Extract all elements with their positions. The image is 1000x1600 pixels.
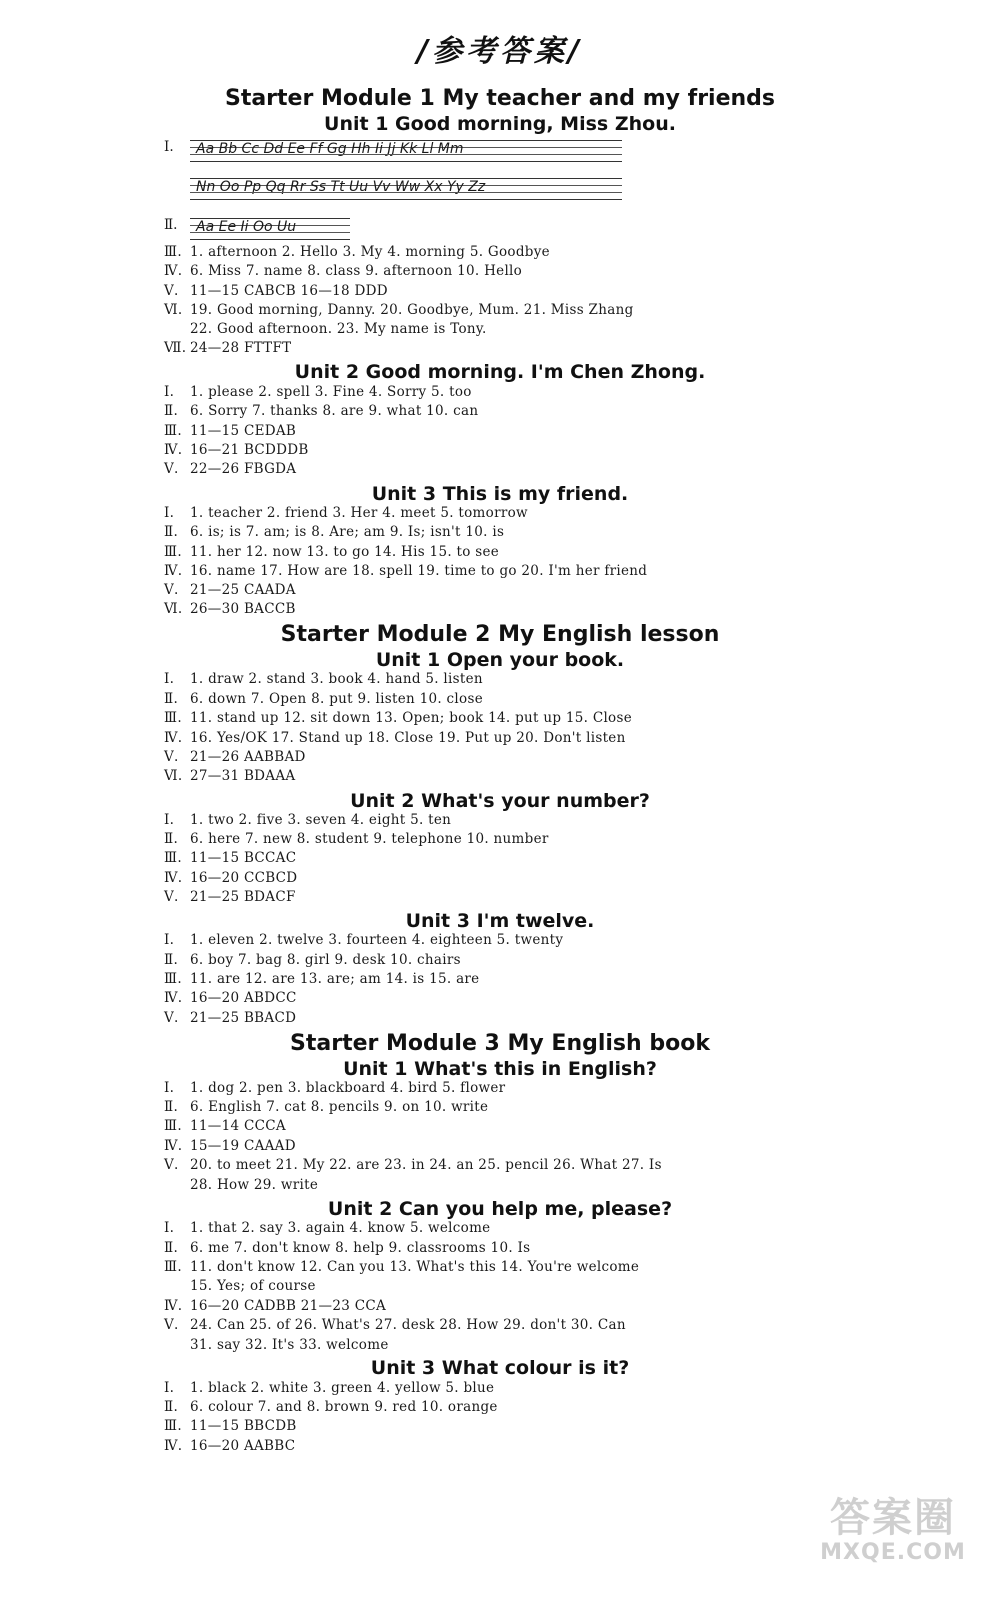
answer-text: 1. teacher 2. friend 3. Her 4. meet 5. tomorrow (190, 505, 528, 521)
answer-line (164, 1298, 984, 1314)
answer-line (164, 1259, 984, 1275)
answer-text: 15—19 CAAAD (190, 1138, 296, 1154)
answer-text: 21—25 CAADA (190, 582, 296, 598)
section-number: Ⅰ. (164, 384, 175, 400)
answer-line (164, 244, 984, 260)
answer-text: 28. How 29. write (190, 1177, 319, 1193)
section-number: Ⅰ. (164, 1380, 175, 1396)
answer-line (164, 1099, 984, 1115)
unit-title: Unit 3 This is my friend. (371, 483, 629, 505)
answer-text: 6. colour 7. and 8. brown 9. red 10. orange (190, 1399, 498, 1415)
answer-line (164, 691, 984, 707)
section-number: Ⅱ. (164, 952, 179, 968)
section-number: Ⅶ. (164, 340, 187, 356)
answer-line (164, 990, 984, 1006)
answer-text: 21—26 AABBAD (190, 749, 306, 765)
section-number: Ⅲ. (164, 971, 182, 987)
module-title: Starter Module 3 My English book (290, 1031, 710, 1056)
module-title: Starter Module 1 My teacher and my friends (224, 86, 776, 111)
section-number: Ⅲ. (164, 710, 182, 726)
section-number: Ⅱ. (164, 403, 179, 419)
answer-line (164, 340, 984, 356)
answer-text: 16. name 17. How are 18. spell 19. time to go 20. I'm her friend (190, 563, 648, 579)
answer-line (164, 870, 984, 886)
section-number: Ⅲ. (164, 244, 182, 260)
answer-line (164, 1240, 984, 1256)
copybook-line (190, 140, 622, 162)
unit-title: Unit 3 I'm twelve. (405, 910, 595, 932)
answer-text: 11—14 CCCA (190, 1118, 286, 1134)
answer-text: 1. draw 2. stand 3. book 4. hand 5. listen (190, 671, 483, 687)
answer-line (190, 1337, 1000, 1353)
answer-line (164, 1317, 984, 1333)
answer-text: 19. Good morning, Danny. 20. Goodbye, Mum. 21. Miss Zhang (190, 302, 634, 318)
answer-text: 22. Good afternoon. 23. My name is Tony. (190, 321, 487, 337)
answer-text: 11. stand up 12. sit down 13. Open; book 14. put up 15. Close (190, 710, 633, 726)
section-number: Ⅲ. (164, 850, 182, 866)
unit-title: Unit 1 What's this in English? (343, 1058, 657, 1080)
section-number: Ⅴ. (164, 283, 179, 299)
answer-text: 6. is; is 7. am; is 8. Are; am 9. Is; isn't 10. is (190, 524, 505, 540)
section-number: Ⅱ. (164, 1099, 179, 1115)
answer-line (164, 1138, 984, 1154)
answer-text: 27—31 BDAAA (190, 768, 296, 784)
answer-line (164, 1080, 984, 1096)
answer-text: 6. Miss 7. name 8. class 9. afternoon 10. Hello (190, 263, 523, 279)
answer-line (164, 749, 984, 765)
answer-line (164, 768, 984, 784)
section-number: Ⅳ. (164, 1438, 183, 1454)
answer-text: 11. her 12. now 13. to go 14. His 15. to see (190, 544, 500, 560)
answer-line (164, 505, 984, 521)
answer-line (164, 1418, 984, 1434)
unit-title: Unit 3 What colour is it? (370, 1357, 630, 1379)
answer-text: 6. Sorry 7. thanks 8. are 9. what 10. can (190, 403, 479, 419)
answer-text: 11. are 12. are 13. are; am 14. is 15. are (190, 971, 480, 987)
answer-text: 11—15 BBCDB (190, 1418, 297, 1434)
answer-text: 6. me 7. don't know 8. help 9. classrooms 10. Is (190, 1240, 531, 1256)
answer-text: 1. two 2. five 3. seven 4. eight 5. ten (190, 812, 452, 828)
answer-line (164, 1380, 984, 1396)
section-number: Ⅴ. (164, 461, 179, 477)
answer-line (164, 932, 984, 948)
answer-line (164, 283, 984, 299)
answer-text: 11. don't know 12. Can you 13. What's this 14. You're welcome (190, 1259, 640, 1275)
answer-line (164, 544, 984, 560)
answer-text: 24—28 FTTFT (190, 340, 292, 356)
answer-text: 6. down 7. Open 8. put 9. listen 10. close (190, 691, 483, 707)
answer-line (190, 1278, 1000, 1294)
section-number: Ⅱ. (164, 831, 179, 847)
answer-line (164, 1157, 984, 1173)
answer-line (164, 403, 984, 419)
answer-line (164, 302, 984, 318)
answer-text: 16—21 BCDDDB (190, 442, 309, 458)
answer-text: 6. English 7. cat 8. pencils 9. on 10. write (190, 1099, 489, 1115)
answer-text: 1. black 2. white 3. green 4. yellow 5. blue (190, 1380, 495, 1396)
section-number: Ⅳ. (164, 263, 183, 279)
unit-title: Unit 2 Good morning. I'm Chen Zhong. (294, 361, 706, 383)
section-number: Ⅲ. (164, 544, 182, 560)
answer-line (164, 423, 984, 439)
answer-line (164, 524, 984, 540)
section-number: Ⅳ. (164, 563, 183, 579)
copybook-line (190, 178, 622, 200)
answer-text: 1. eleven 2. twelve 3. fourteen 4. eighteen 5. twenty (190, 932, 564, 948)
answer-line (164, 563, 984, 579)
section-number: Ⅵ. (164, 768, 183, 784)
answer-line (164, 710, 984, 726)
answer-text: 22—26 FBGDA (190, 461, 297, 477)
section-number: Ⅱ. (164, 217, 178, 233)
section-number: Ⅳ. (164, 870, 183, 886)
answer-line (164, 582, 984, 598)
answer-line (164, 1010, 984, 1026)
answer-text: 15. Yes; of course (190, 1278, 316, 1294)
watermark-logo (808, 1496, 978, 1576)
copybook-letters: Aa Bb Cc Dd Ee Ff Gg Hh Ii Jj Kk Ll Mm (196, 141, 464, 157)
answer-line (164, 1399, 984, 1415)
unit-title: Unit 1 Good morning, Miss Zhou. (324, 113, 676, 135)
section-number: Ⅳ. (164, 730, 183, 746)
section-number: Ⅳ. (164, 1298, 183, 1314)
section-number: Ⅱ. (164, 524, 179, 540)
copybook-letters: Nn Oo Pp Qq Rr Ss Tt Uu Vv Ww Xx Yy Zz (196, 179, 486, 195)
watermark-mark: 答案圈 (830, 1495, 956, 1541)
copybook-line (190, 218, 350, 240)
answer-text: 1. afternoon 2. Hello 3. My 4. morning 5. Goodbye (190, 244, 550, 260)
section-number: Ⅴ. (164, 1010, 179, 1026)
section-number: Ⅴ. (164, 749, 179, 765)
answer-text: 26—30 BACCB (190, 601, 296, 617)
answer-text: 11—15 BCCAC (190, 850, 297, 866)
section-number: Ⅴ. (164, 889, 179, 905)
copybook-letters: Aa Ee Ii Oo Uu (196, 219, 297, 235)
answer-text: 11—15 CEDAB (190, 423, 297, 439)
answer-text: 11—15 CABCB 16—18 DDD (190, 283, 388, 299)
section-number: Ⅵ. (164, 302, 183, 318)
section-number: Ⅰ. (164, 1220, 175, 1236)
answer-line (164, 1438, 984, 1454)
answer-line (164, 384, 984, 400)
answer-line (164, 971, 984, 987)
answer-line (164, 730, 984, 746)
section-number: Ⅴ. (164, 1317, 179, 1333)
answer-line (164, 889, 984, 905)
watermark-domain: MXQE.COM (820, 1540, 966, 1565)
section-number: Ⅱ. (164, 1240, 179, 1256)
answer-line (164, 1220, 984, 1236)
answer-text: 16—20 AABBC (190, 1438, 296, 1454)
answer-text: 21—25 BDACF (190, 889, 296, 905)
answer-text: 20. to meet 21. My 22. are 23. in 24. an 25. pencil 26. What 27. Is (190, 1157, 662, 1173)
section-number: Ⅲ. (164, 1259, 182, 1275)
section-number: Ⅳ. (164, 1138, 183, 1154)
answer-text: 16—20 CADBB 21—23 CCA (190, 1298, 387, 1314)
answer-text: 1. please 2. spell 3. Fine 4. Sorry 5. too (190, 384, 472, 400)
answer-line (164, 850, 984, 866)
section-number: Ⅳ. (164, 990, 183, 1006)
answer-line (164, 461, 984, 477)
section-number: Ⅰ. (164, 505, 175, 521)
answer-line (164, 831, 984, 847)
answer-line (190, 321, 1000, 337)
answer-line (164, 263, 984, 279)
answer-line (164, 1118, 984, 1134)
unit-title: Unit 2 What's your number? (350, 790, 650, 812)
section-number: Ⅰ. (164, 812, 175, 828)
section-number: Ⅲ. (164, 1118, 182, 1134)
answer-text: 16—20 CCBCD (190, 870, 298, 886)
answer-line (164, 671, 984, 687)
answer-line (190, 1177, 1000, 1193)
page-title: /参考答案/ (417, 34, 583, 69)
answer-text: 24. Can 25. of 26. What's 27. desk 28. How 29. don't 30. Can (190, 1317, 626, 1333)
answer-text: 21—25 BBACD (190, 1010, 297, 1026)
section-number: Ⅵ. (164, 601, 183, 617)
section-number: Ⅴ. (164, 1157, 179, 1173)
answer-line (164, 952, 984, 968)
section-number: Ⅳ. (164, 442, 183, 458)
section-number: Ⅰ. (164, 932, 175, 948)
section-number: Ⅲ. (164, 423, 182, 439)
unit-title: Unit 1 Open your book. (375, 649, 625, 671)
section-number: Ⅱ. (164, 1399, 179, 1415)
section-number: Ⅰ. (164, 1080, 175, 1096)
section-number: Ⅲ. (164, 1418, 182, 1434)
section-number: Ⅰ. (164, 139, 174, 155)
answer-line (164, 812, 984, 828)
answer-text: 6. boy 7. bag 8. girl 9. desk 10. chairs (190, 952, 461, 968)
answer-line (164, 442, 984, 458)
section-number: Ⅰ. (164, 671, 175, 687)
section-number: Ⅱ. (164, 691, 179, 707)
answer-line (164, 601, 984, 617)
unit-title: Unit 2 Can you help me, please? (327, 1198, 673, 1220)
section-number: Ⅴ. (164, 582, 179, 598)
answer-text: 6. here 7. new 8. student 9. telephone 10. number (190, 831, 549, 847)
answer-text: 16. Yes/OK 17. Stand up 18. Close 19. Put up 20. Don't listen (190, 730, 626, 746)
answer-text: 1. dog 2. pen 3. blackboard 4. bird 5. flower (190, 1080, 506, 1096)
answer-text: 1. that 2. say 3. again 4. know 5. welcome (190, 1220, 491, 1236)
module-title: Starter Module 2 My English lesson (280, 622, 720, 647)
answer-text: 16—20 ABDCC (190, 990, 297, 1006)
answer-text: 31. say 32. It's 33. welcome (190, 1337, 389, 1353)
